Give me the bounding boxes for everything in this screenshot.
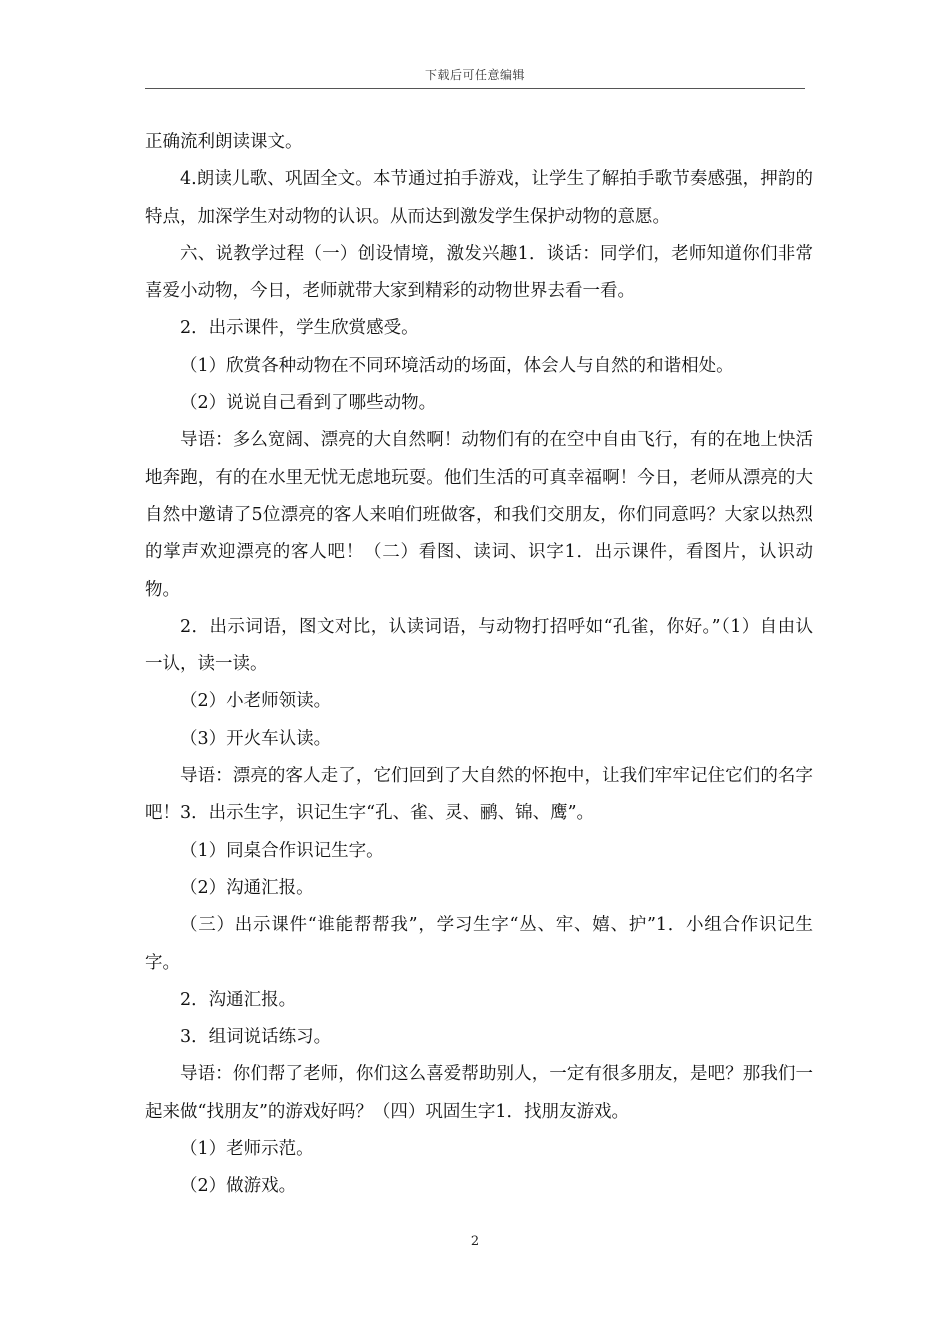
paragraph: 2．沟通汇报。 (180, 989, 297, 1010)
paragraph: 4.朗读儿歌、巩固全文。本节通过拍手游戏，让学生了解拍手歌节奏感强，押韵的特点，加深学生对动物的认识。从而达到激发学生保护动物的意愿。 (145, 169, 813, 227)
paragraph: 2．出示词语，图文对比，认读词语，与动物打招呼如“孔雀，你好。”（1）自由认一认，读一读。 (145, 616, 813, 675)
paragraph: （1）同桌合作识记生字。 (180, 840, 384, 861)
paragraph: （三）出示课件“谁能帮帮我”，学习生字“丛、牢、嬉、护”1．小组合作识记生字。 (145, 915, 813, 973)
paragraph: 3．组词说话练习。 (180, 1027, 332, 1048)
paragraph: （1）老师示范。 (180, 1139, 314, 1160)
paragraph: 2．出示课件，学生欣赏感受。 (180, 318, 419, 339)
paragraph: （2）沟通汇报。 (180, 877, 314, 898)
page-number: 2 (470, 1234, 480, 1249)
paragraph: （2）小老师领读。 (180, 691, 332, 712)
paragraph: （2）说说自己看到了哪些动物。 (180, 393, 437, 414)
paragraph: 六、说教学过程（一）创设情境，激发兴趣1．谈话：同学们，老师知道你们非常喜爱小动物，今日，老师就带大家到精彩的动物世界去看一看。 (145, 243, 813, 302)
paragraph: （2）做游戏。 (180, 1176, 297, 1197)
page-header: 下载后可任意编辑 (424, 68, 525, 82)
document-body (145, 124, 813, 1206)
paragraph: （1）欣赏各种动物在不同环境活动的场面，体会人与自然的和谐相处。 (180, 355, 734, 376)
paragraph: 导语：你们帮了老师，你们这么喜爱帮助别人，一定有很多朋友，是吧？那我们一起来做“找朋友”的游戏好吗？（四）巩固生字1．找朋友游戏。 (145, 1064, 813, 1122)
paragraph: 导语：漂亮的客人走了，它们回到了大自然的怀抱中，让我们牢牢记住它们的名字吧！3．出示生字，识记生字“孔、雀、灵、鹂、锦、鹰”。 (145, 766, 813, 824)
paragraph: 导语：多么宽阔、漂亮的大自然啊！动物们有的在空中自由飞行，有的在地上快活地奔跑，有的在水里无忧无虑地玩耍。他们生活的可真幸福啊！今日，老师从漂亮的大自然中邀请了5位漂亮的客人来咱们班做客，和我们交朋友，你们同意吗？大家以热烈的掌声欢迎漂亮的客人吧！（二）看图、读词、识字1．出示课件，看图片，认识动物。 (145, 430, 813, 600)
header-divider (145, 88, 805, 89)
paragraph: 正确流利朗读课文。 (145, 132, 303, 152)
paragraph: （3）开火车认读。 (180, 728, 332, 749)
